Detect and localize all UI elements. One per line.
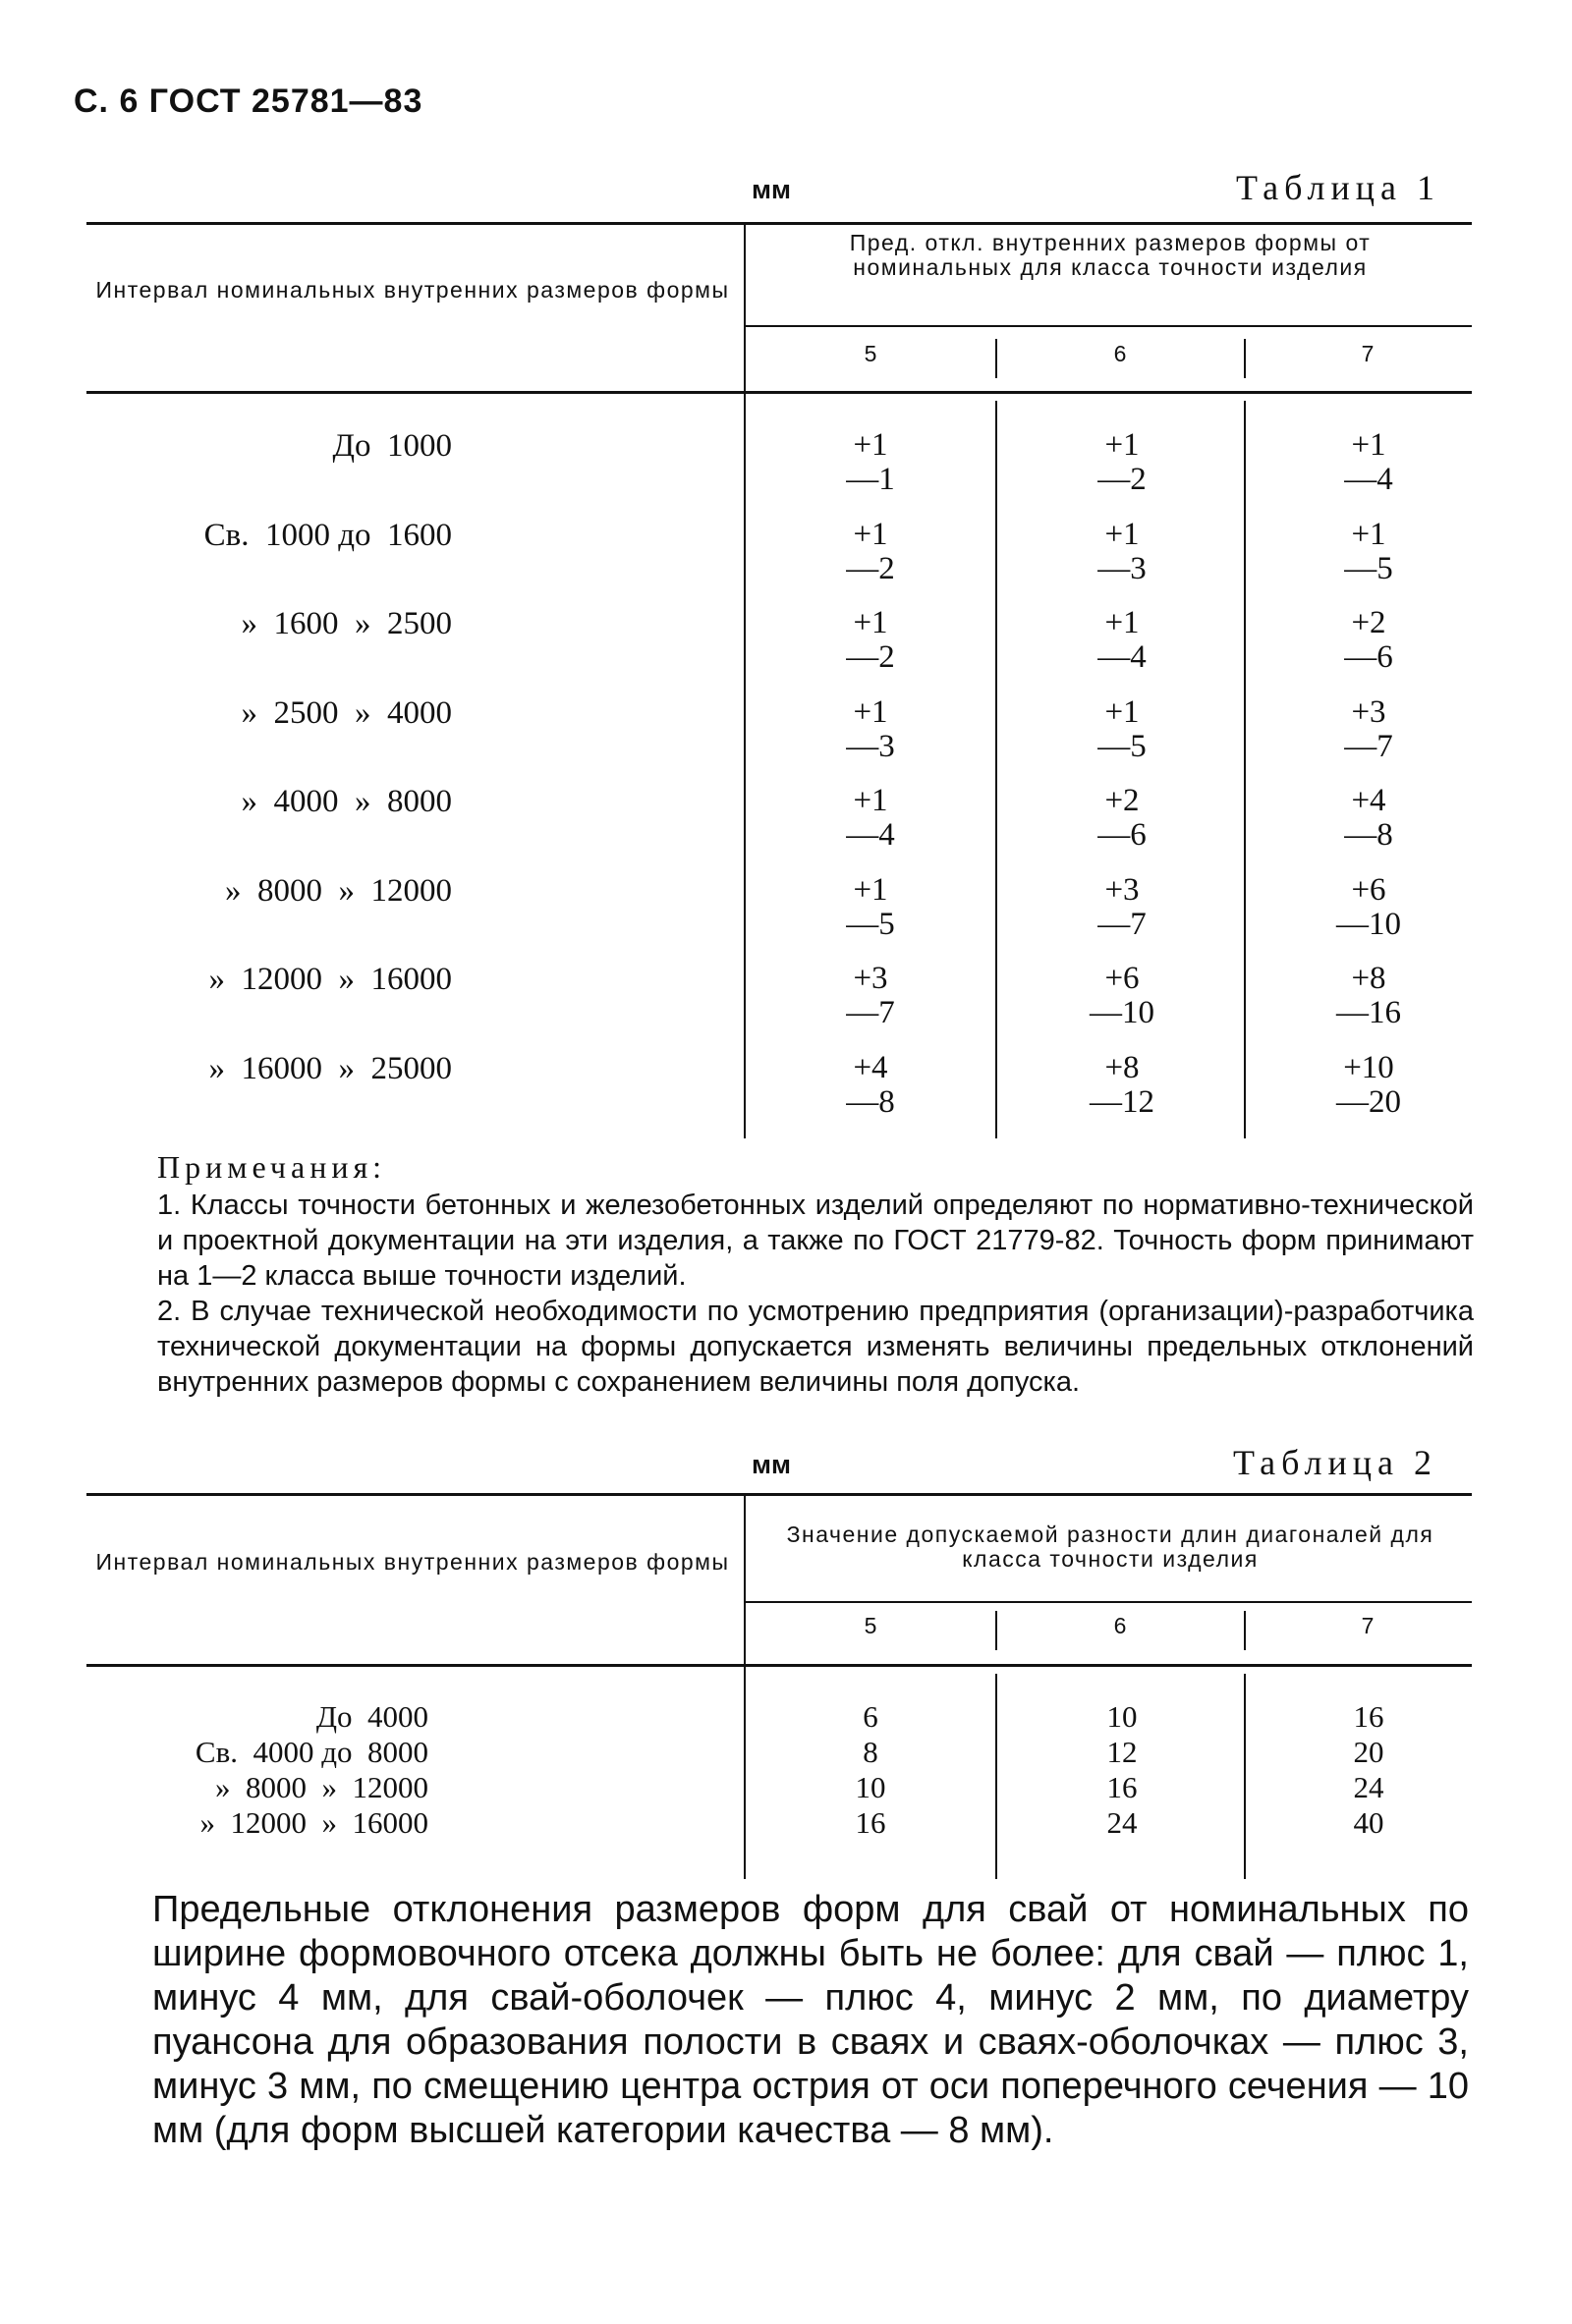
table2-row-interval: » 8000 » 12000	[215, 1770, 428, 1804]
table1-lower-deviation: —6	[1097, 817, 1147, 853]
table1-class-6: 6	[1113, 341, 1127, 366]
table1-row-interval: » 16000 » 25000	[208, 1050, 452, 1086]
table2-head-rule	[86, 1664, 1472, 1667]
table1-lower-deviation: —7	[1097, 906, 1147, 942]
table1-lower-deviation: —10	[1336, 906, 1401, 942]
table1-lower-deviation: —7	[1344, 728, 1393, 764]
table2-diagonal-difference: 10	[1106, 1699, 1138, 1734]
table1-row-interval: Св. 1000 до 1600	[203, 517, 452, 553]
table2-header-group: Значение допускаемой разности длин диагоналей для класса точности изделия	[786, 1522, 1434, 1572]
table2-row-interval: » 12000 » 16000	[199, 1805, 428, 1840]
table1-lower-deviation: —20	[1336, 1083, 1401, 1120]
table1-upper-deviation: +10	[1343, 1049, 1394, 1085]
table1-row-interval: До 1000	[332, 428, 452, 464]
table2-class-6: 6	[1113, 1613, 1127, 1638]
table1-lower-deviation: —7	[846, 995, 895, 1030]
table2-class-5: 5	[864, 1613, 877, 1638]
table1-upper-deviation: +6	[1351, 871, 1386, 908]
table1-upper-deviation: +1	[1351, 427, 1386, 463]
table2-caption: Таблица 2	[1233, 1443, 1437, 1482]
table1-row-interval: » 2500 » 4000	[241, 694, 452, 731]
table1-lower-deviation: —16	[1336, 995, 1401, 1030]
table1-lower-deviation: —6	[1344, 639, 1393, 675]
table2-diagonal-difference: 20	[1353, 1735, 1384, 1769]
table1-class-5: 5	[864, 341, 877, 366]
table2-diagonal-difference: 12	[1106, 1735, 1138, 1769]
table1-upper-deviation: +1	[1104, 605, 1140, 640]
table1-lower-deviation: —4	[1097, 639, 1147, 675]
table1-row-interval: » 8000 » 12000	[225, 872, 452, 909]
table1-upper-deviation: +1	[1104, 427, 1140, 463]
table2-diagonal-difference: 10	[855, 1770, 886, 1804]
table1-upper-deviation: +8	[1351, 961, 1386, 996]
table1-lower-deviation: —8	[1344, 817, 1393, 853]
table2-row-interval: Св. 4000 до 8000	[195, 1735, 428, 1769]
table1-upper-deviation: +1	[1104, 516, 1140, 552]
table1-lower-deviation: —5	[1344, 550, 1393, 586]
table1-class-7: 7	[1361, 341, 1375, 366]
table1-caption: Таблица 1	[1236, 168, 1440, 207]
table1-upper-deviation: +1	[853, 693, 888, 730]
table1-lower-deviation: —5	[846, 906, 895, 942]
table1-group-rule	[745, 325, 1472, 327]
table1-upper-deviation: +3	[1351, 693, 1386, 730]
table1-vline-2b	[995, 401, 997, 1138]
table2-diagonal-difference: 16	[855, 1805, 886, 1840]
table2-class-7: 7	[1361, 1613, 1375, 1638]
table1-upper-deviation: +6	[1104, 961, 1140, 996]
table2-diagonal-difference: 24	[1106, 1805, 1138, 1840]
table2-vline-2a	[995, 1611, 997, 1650]
table1-lower-deviation: —4	[1344, 462, 1393, 497]
table1-header-group: Пред. откл. внутренних размеров формы от номинальных для класса точности изделия	[849, 230, 1372, 280]
table1-row-interval: » 1600 » 2500	[241, 606, 452, 641]
body-paragraph: Предельные отклонения размеров форм для свай от номинальных по ширине формовочного отсека должны быть не более: для свай — плюс 1, минус 4 мм, для свай-оболочек — плюс 4, минус 2 мм, по диаметру пуансона для образования полости в сваях и сваях-оболочках — плюс 3, минус 3 мм, по смещению центра острия от оси поперечного сечения — 10 мм (для форм высшей категории качества — 8 мм).	[152, 1889, 1469, 2151]
table1-lower-deviation: —8	[846, 1083, 895, 1120]
table2-vline-3a	[1244, 1611, 1246, 1650]
table1-upper-deviation: +1	[1351, 516, 1386, 552]
table2-vline-2b	[995, 1674, 997, 1879]
table1-vline-3a	[1244, 339, 1246, 378]
table1-upper-deviation: +2	[1104, 783, 1140, 818]
table1-row-interval: » 4000 » 8000	[241, 784, 452, 819]
table1-lower-deviation: —4	[846, 817, 895, 853]
table1-upper-deviation: +4	[853, 1049, 888, 1085]
table1-lower-deviation: —3	[1097, 550, 1147, 586]
table1-vline-1	[744, 225, 746, 1138]
table1-upper-deviation: +1	[853, 783, 888, 818]
table1-lower-deviation: —10	[1090, 995, 1154, 1030]
table2-diagonal-difference: 6	[863, 1699, 878, 1734]
table1-upper-deviation: +1	[1104, 693, 1140, 730]
table2-diagonal-difference: 8	[863, 1735, 878, 1769]
table2-row-interval: До 4000	[315, 1699, 428, 1734]
table1-lower-deviation: —3	[846, 728, 895, 764]
table1-units: мм	[752, 175, 791, 204]
table2-diagonal-difference: 40	[1353, 1805, 1384, 1840]
table1-vline-2a	[995, 339, 997, 378]
table1-upper-deviation: +3	[1104, 871, 1140, 908]
table2-diagonal-difference: 16	[1353, 1699, 1384, 1734]
note-1: 1. Классы точности бетонных и железобетонных изделий определяют по нормативно-технической и проектной документации на эти изделия, а также по ГОСТ 21779-82. Точность форм принимают на 1—2 класса выше точности изделий.	[157, 1190, 1474, 1292]
table1-row-interval: » 12000 » 16000	[208, 962, 452, 997]
table1-top-rule	[86, 222, 1472, 225]
table1-upper-deviation: +1	[853, 427, 888, 463]
table2-vline-3b	[1244, 1674, 1246, 1879]
table1-upper-deviation: +8	[1104, 1049, 1140, 1085]
table1-upper-deviation: +3	[853, 961, 888, 996]
table1-vline-3b	[1244, 401, 1246, 1138]
note-2: 2. В случае технической необходимости по усмотрению предприятия (организации)-разработчика технической документации на формы допускается изменять величины предельных отклонений внутренних размеров формы с сохранением величины поля допуска.	[157, 1296, 1474, 1398]
table2-group-rule	[745, 1601, 1472, 1603]
table1-upper-deviation: +1	[853, 871, 888, 908]
table1-head-rule	[86, 391, 1472, 394]
table1-lower-deviation: —2	[1097, 462, 1147, 497]
table1-upper-deviation: +1	[853, 516, 888, 552]
table1-lower-deviation: —12	[1090, 1083, 1154, 1120]
table2-vline-1	[744, 1496, 746, 1879]
table1-lower-deviation: —2	[846, 550, 895, 586]
table1-upper-deviation: +2	[1351, 605, 1386, 640]
table2-top-rule	[86, 1493, 1472, 1496]
table2-diagonal-difference: 24	[1353, 1770, 1384, 1804]
notes-title: Примечания:	[157, 1149, 387, 1185]
table1-lower-deviation: —5	[1097, 728, 1147, 764]
notes	[157, 1149, 1474, 1400]
table1-lower-deviation: —1	[846, 462, 895, 497]
table1-upper-deviation: +1	[853, 605, 888, 640]
table2-header-interval: Интервал номинальных внутренних размеров формы	[95, 1549, 730, 1575]
table2-units: мм	[752, 1450, 791, 1479]
table1-upper-deviation: +4	[1351, 783, 1386, 818]
table2-diagonal-difference: 16	[1106, 1770, 1138, 1804]
table1-header-interval: Интервал номинальных внутренних размеров формы	[95, 277, 730, 303]
page-header: С. 6 ГОСТ 25781—83	[74, 83, 423, 120]
table1-lower-deviation: —2	[846, 639, 895, 675]
